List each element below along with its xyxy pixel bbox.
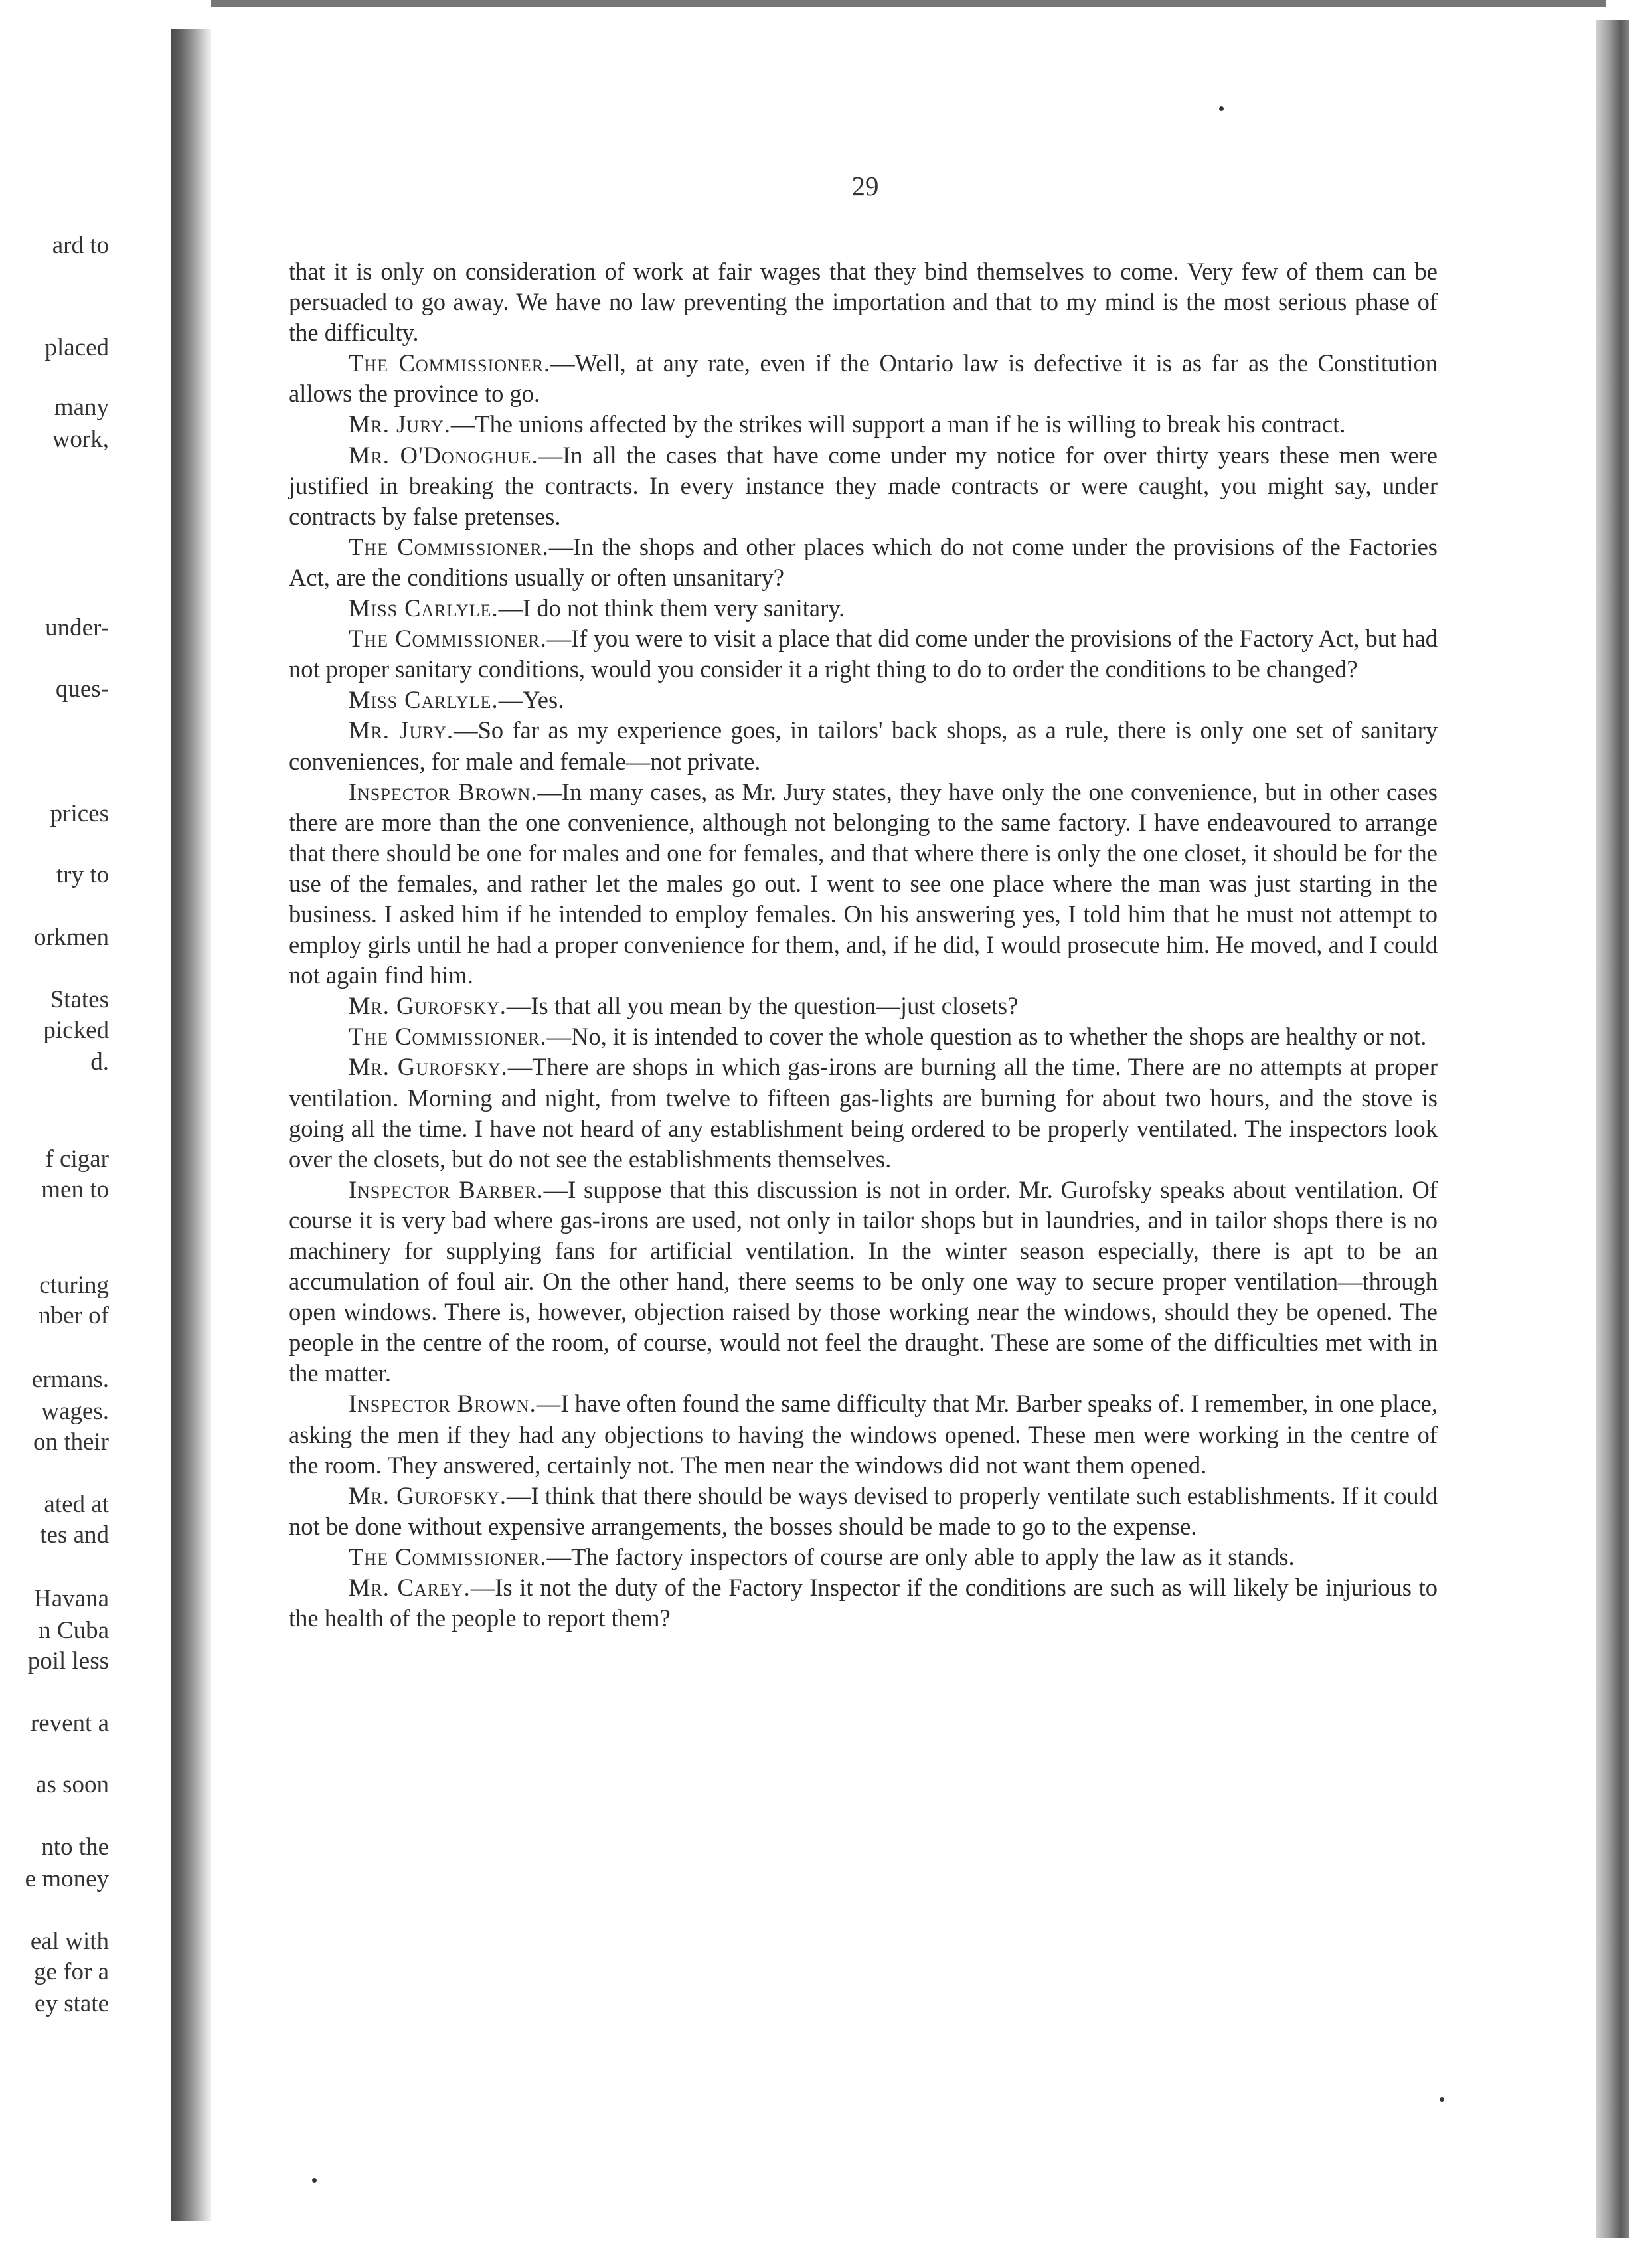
left-page-fragment: f cigar (45, 1145, 109, 1173)
speaker-name: The Commissioner. (349, 625, 547, 653)
left-page-fragment: placed (44, 334, 109, 361)
testimony-paragraph (289, 624, 1438, 685)
left-page-fragment: e money (25, 1865, 109, 1892)
paragraph-text: —So far as my experience goes, in tailors' back shops, as a rule, there is only one set of sanitary conveniences, for male and female—not private. (289, 716, 1438, 775)
left-page-fragment: prices (50, 800, 109, 827)
left-page-fragment: under- (45, 614, 109, 641)
testimony-paragraph (289, 409, 1438, 440)
right-page-edge (1596, 20, 1629, 2238)
speaker-name: Mr. Gurofsky. (349, 1481, 507, 1509)
ink-speck (1440, 2097, 1444, 2102)
paragraph-text: that it is only on consideration of work at fair wages that they bind themselves to come. Very few of them can be persuaded to go away. We have no law preventing the importation and that to my mind is the most serious phase of the difficulty. (289, 258, 1438, 347)
paragraph-text: —If you were to visit a place that did come under the provisions of the Factory Act, but had not proper sanitary conditions, would you consider it a right thing to do to order the conditions to be changed? (289, 625, 1438, 683)
left-page-fragment: ey state (35, 1990, 109, 2017)
speaker-name: The Commissioner. (349, 1023, 547, 1050)
speaker-name: The Commissioner. (349, 1543, 547, 1570)
left-page-fragment: cturing (39, 1272, 109, 1299)
speaker-name: Mr. O'Donoghue. (349, 441, 538, 469)
speaker-name: Miss Carlyle. (349, 686, 499, 714)
paragraph-text: —The factory inspectors of course are only able to apply the law as it stands. (546, 1543, 1295, 1570)
paragraph-text: —In the shops and other places which do not come under the provisions of the Factories Act, are the conditions usually or often unsanitary? (289, 533, 1438, 591)
left-page-fragment: ge for a (34, 1958, 109, 1985)
testimony-paragraph (289, 685, 1438, 715)
left-page-fragment: poil less (27, 1647, 109, 1675)
left-page-fragment: as soon (36, 1771, 109, 1798)
paragraph-text: —No, it is intended to cover the whole question as to whether the shops are healthy or not. (546, 1023, 1427, 1050)
testimony-paragraph (289, 1542, 1438, 1572)
paragraph-text: —Is it not the duty of the Factory Inspector if the conditions are such as will likely be injurious to the health of the people to report them? (289, 1574, 1438, 1632)
book-gutter-shadow (171, 29, 211, 2221)
ink-speck (1219, 106, 1224, 111)
paragraph-text: —I have often found the same difficulty that Mr. Barber speaks of. I remember, in one place, asking the men if they had any objections to having the windows opened. These men were working in the centre of the room. They answered, certainly not. The men near the windows did not want them opened. (289, 1390, 1438, 1479)
paragraph-text: —I suppose that this discussion is not in order. Mr. Gurofsky speaks about ventilation. Of course it is very bad where gas-irons are used, not only in tailor shops but in laundries, and in tailor shops there is no machinery for supplying fans for artificial ventilation. In the winter season especially, there is apt to be an accumulation of foul air. On the other hand, there seems to be only one way to secure proper ventilation—through open windows. There is, however, objection raised by those working near the windows, should they be opened. The people in the centre of the room, of course, would not feel the draught. These are some of the difficulties met with in the matter. (289, 1175, 1438, 1387)
left-page-fragment: ermans. (31, 1366, 109, 1393)
speaker-name: Mr. Gurofsky. (349, 992, 507, 1020)
speaker-name: Inspector Brown. (349, 778, 538, 805)
left-page-fragment: wages. (41, 1398, 109, 1425)
left-page-fragment: tes and (40, 1521, 109, 1549)
left-page-fragment: ard to (52, 232, 109, 259)
paragraph-text: —The unions affected by the strikes will support a man if he is willing to break his contract. (450, 410, 1346, 438)
speaker-name: Mr. Jury. (349, 410, 451, 438)
paragraph-text: —Yes. (498, 686, 564, 714)
testimony-paragraph (289, 777, 1438, 991)
testimony-paragraph (289, 593, 1438, 624)
speaker-name: Inspector Barber. (349, 1175, 544, 1203)
paragraph-text: —Is that all you mean by the question—just closets? (506, 992, 1019, 1020)
left-page-fragment: men to (41, 1176, 109, 1203)
speaker-name: Mr. Jury. (349, 716, 454, 744)
ink-speck (312, 2178, 317, 2183)
testimony-paragraph (289, 991, 1438, 1021)
left-page-fragment: ated at (44, 1491, 109, 1518)
paragraph-text: —I think that there should be ways devised to properly ventilate such establishments. If it could not be done without expensive arrangements, the bosses should be made to go to the expense. (289, 1481, 1438, 1540)
testimony-paragraph (289, 348, 1438, 409)
testimony-paragraph (289, 1572, 1438, 1634)
testimony-paragraph (289, 715, 1438, 776)
testimony-paragraph (289, 532, 1438, 593)
testimony-paragraph (289, 1052, 1438, 1174)
speaker-name: The Commissioner. (349, 349, 551, 377)
left-page-fragment: States (50, 986, 109, 1013)
speaker-name: Mr. Gurofsky. (349, 1053, 508, 1081)
paragraph-text: —There are shops in which gas-irons are burning all the time. There are no attempts at proper ventilation. Morning and night, from twelve to fifteen gas-lights are burning for about two hours, and the stove is going all the time. I have not heard of any establishment being ordered to be properly ventilated. The inspectors look over the closets, but do not see the establishments themselves. (289, 1053, 1438, 1173)
left-page-fragment: eal with (30, 1928, 109, 1955)
left-page-fragment: ques- (55, 675, 109, 703)
paragraph-text: —In all the cases that have come under my notice for over thirty years these men were justified in breaking the contracts. In every instance they made contracts or were caught, you might say, under contracts by false pretenses. (289, 441, 1438, 530)
left-page-fragment: nto the (41, 1833, 109, 1861)
speaker-name: Miss Carlyle. (349, 594, 499, 622)
left-page-fragment: orkmen (33, 924, 109, 951)
testimony-paragraph (289, 1021, 1438, 1052)
facing-page-edge (0, 0, 171, 2263)
left-page-fragment: picked (43, 1017, 109, 1044)
testimony-paragraph (289, 1175, 1438, 1389)
left-page-fragment: on their (33, 1428, 109, 1456)
paragraph-text: —I do not think them very sanitary. (498, 594, 845, 622)
paragraph-text: —In many cases, as Mr. Jury states, they have only the one convenience, but in other cases there are more than the one convenience, although not belonging to the same factory. I have endeavoured to arrange that there should be one for males and one for females, and that where there is only the one closet, it should be for the use of the females, and rather let the males go out. I went to see one place where the man was just starting in the business. I asked him if he intended to employ females. On his answering yes, I told him that he must not attempt to employ girls until he had a proper convenience for them, and, if he did, I would prosecute him. He moved, and I could not again find him. (289, 778, 1438, 989)
page-body (289, 256, 1438, 1634)
testimony-paragraph (289, 1388, 1438, 1480)
left-page-fragment: d. (90, 1048, 109, 1076)
left-page-fragment: work, (52, 426, 109, 453)
left-page-fragment: revent a (30, 1710, 109, 1737)
left-page-fragment: many (54, 394, 109, 421)
top-edge-shadow (211, 0, 1606, 7)
paragraph-text: —Well, at any rate, even if the Ontario law is defective it is as far as the Constitution allows the province to go. (289, 349, 1438, 408)
speaker-name: Inspector Brown. (349, 1390, 537, 1418)
testimony-paragraph (289, 440, 1438, 532)
left-page-fragment: try to (56, 861, 109, 888)
page-number: 29 (851, 171, 879, 201)
testimony-paragraph (289, 1481, 1438, 1542)
left-page-fragment: nber of (39, 1302, 109, 1329)
speaker-name: The Commissioner. (349, 533, 549, 560)
testimony-paragraph (289, 256, 1438, 348)
speaker-name: Mr. Carey. (349, 1574, 471, 1602)
left-page-fragment: n Cuba (39, 1617, 109, 1644)
left-page-fragment: Havana (34, 1585, 109, 1612)
